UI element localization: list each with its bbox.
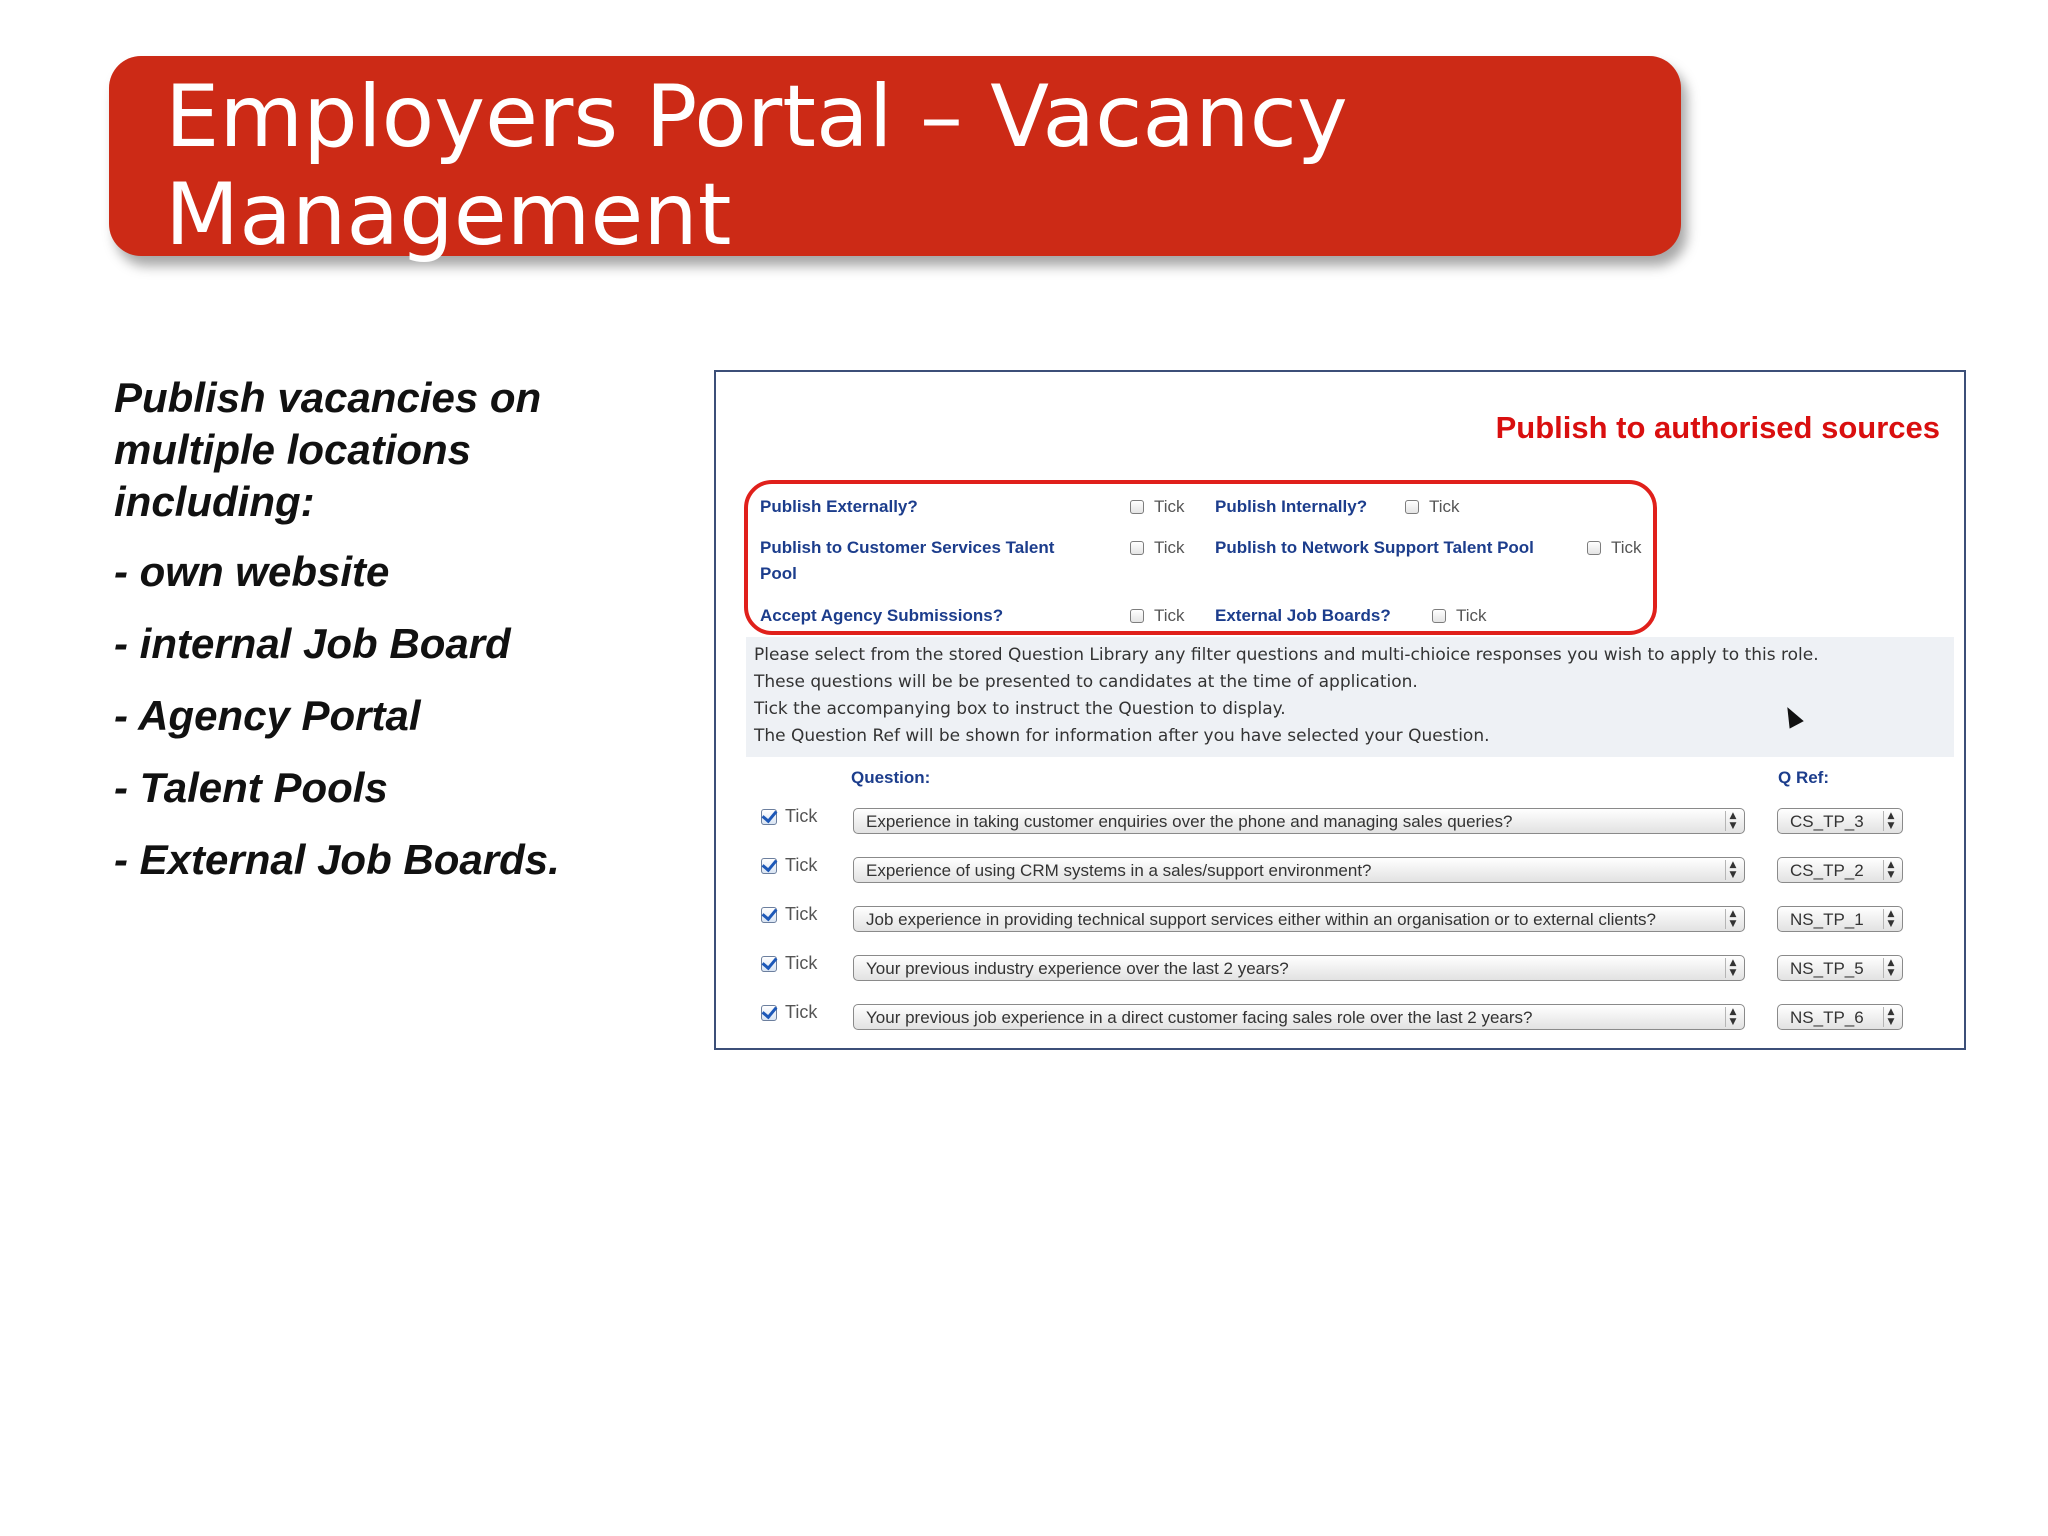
checkbox-checked-icon[interactable]: [761, 1005, 777, 1021]
question-row: [761, 855, 1921, 887]
question-select[interactable]: [853, 1004, 1745, 1030]
publish-network-support-pool-label: Publish to Network Support Talent Pool: [1215, 538, 1534, 557]
up-down-arrows-icon: ▲ ▼: [1883, 860, 1898, 880]
bullet-item-own-website: - own website: [114, 548, 390, 595]
qref-select[interactable]: [1777, 857, 1903, 883]
slide-title-bar: [109, 56, 1681, 265]
question-select-value: Your previous industry experience over the last 2 years?: [866, 959, 1289, 978]
accept-agency-submissions-option[interactable]: [1130, 606, 1185, 626]
panel-heading: Publish to authorised sources: [1495, 410, 1940, 445]
question-select[interactable]: [853, 955, 1745, 981]
checkbox-checked-icon[interactable]: [761, 956, 777, 972]
publish-internally-label: Publish Internally?: [1215, 497, 1368, 516]
up-down-arrows-icon: ▲ ▼: [1883, 811, 1898, 831]
question-row: [761, 904, 1921, 936]
bullet-item-talent-pools: - Talent Pools: [114, 764, 388, 811]
publish-network-support-pool-option[interactable]: [1587, 538, 1642, 558]
up-down-arrows-icon: ▲ ▼: [1725, 1007, 1740, 1027]
question-select-value: Experience of using CRM systems in a sales/support environment?: [866, 861, 1372, 880]
up-down-arrows-icon: ▲ ▼: [1883, 909, 1898, 929]
publish-customer-services-pool-checkbox[interactable]: [1130, 541, 1144, 555]
question-select[interactable]: [853, 808, 1745, 834]
question-row: [761, 806, 1921, 838]
instruction-line: The Question Ref will be shown for information after you have selected your Question.: [754, 726, 1490, 746]
question-tick-label: Tick: [785, 904, 818, 924]
up-down-arrows-icon: ▲ ▼: [1725, 958, 1740, 978]
qref-value: NS_TP_5: [1790, 959, 1864, 978]
publish-customer-services-pool-label: Publish to Customer Services Talent Pool: [760, 538, 1055, 583]
qref-value: NS_TP_1: [1790, 910, 1864, 929]
bullet-item-external-job-boards: - External Job Boards.: [114, 836, 560, 883]
publish-network-support-pool-checkbox[interactable]: [1587, 541, 1601, 555]
question-tick-option[interactable]: [761, 953, 817, 974]
publish-customer-services-pool-option[interactable]: [1130, 538, 1185, 558]
question-tick-option[interactable]: [761, 904, 817, 925]
publish-internally-option[interactable]: [1405, 497, 1460, 517]
qref-select[interactable]: [1777, 808, 1903, 834]
question-tick-option[interactable]: [761, 806, 817, 827]
checkbox-checked-icon[interactable]: [761, 809, 777, 825]
publish-options-highlight: [744, 480, 1657, 635]
publish-externally-tick-label: Tick: [1154, 497, 1185, 516]
publish-externally-label: Publish Externally?: [760, 497, 918, 516]
publish-internally-tick-label: Tick: [1429, 497, 1460, 516]
publish-externally-checkbox[interactable]: [1130, 500, 1144, 514]
vacancy-publish-panel: [714, 370, 1966, 1050]
bullet-list: [114, 372, 674, 906]
slide-title: Employers Portal – Vacancy Management: [165, 67, 1348, 265]
up-down-arrows-icon: ▲ ▼: [1883, 958, 1898, 978]
instruction-line: Tick the accompanying box to instruct the Question to display.: [754, 699, 1286, 719]
instruction-line: These questions will be be presented to candidates at the time of application.: [754, 672, 1418, 692]
accept-agency-submissions-tick-label: Tick: [1154, 606, 1185, 625]
question-library-instructions: [746, 637, 1954, 757]
qref-value: CS_TP_2: [1790, 861, 1864, 880]
up-down-arrows-icon: ▲ ▼: [1883, 1007, 1898, 1027]
external-job-boards-checkbox[interactable]: [1432, 609, 1446, 623]
question-tick-option[interactable]: [761, 855, 817, 876]
instruction-line: Please select from the stored Question Library any filter questions and multi-chioice responses you wish to apply to this role.: [754, 645, 1819, 665]
bullet-item-internal-job-board: - internal Job Board: [114, 620, 511, 667]
checkbox-checked-icon[interactable]: [761, 907, 777, 923]
up-down-arrows-icon: ▲ ▼: [1725, 811, 1740, 831]
question-column-header: Question:: [851, 768, 931, 787]
qref-select[interactable]: [1777, 906, 1903, 932]
question-tick-label: Tick: [785, 953, 818, 973]
bullet-item-agency-portal: - Agency Portal: [114, 692, 421, 739]
question-select[interactable]: [853, 906, 1745, 932]
accept-agency-submissions-checkbox[interactable]: [1130, 609, 1144, 623]
publish-externally-option[interactable]: [1130, 497, 1185, 517]
accept-agency-submissions-label: Accept Agency Submissions?: [760, 606, 1004, 625]
qref-value: NS_TP_6: [1790, 1008, 1864, 1027]
up-down-arrows-icon: ▲ ▼: [1725, 860, 1740, 880]
qref-select[interactable]: [1777, 955, 1903, 981]
question-select-value: Your previous job experience in a direct customer facing sales role over the last 2 years?: [866, 1008, 1533, 1027]
question-tick-label: Tick: [785, 1002, 818, 1022]
qref-column-header: Q Ref:: [1778, 768, 1829, 787]
external-job-boards-label: External Job Boards?: [1215, 606, 1391, 625]
bullet-lead: Publish vacancies on multiple locations including:: [114, 374, 542, 525]
question-row: [761, 953, 1921, 985]
publish-internally-checkbox[interactable]: [1405, 500, 1419, 514]
checkbox-checked-icon[interactable]: [761, 858, 777, 874]
up-down-arrows-icon: ▲ ▼: [1725, 909, 1740, 929]
question-select[interactable]: [853, 857, 1745, 883]
qref-value: CS_TP_3: [1790, 812, 1864, 831]
question-tick-option[interactable]: [761, 1002, 817, 1023]
question-tick-label: Tick: [785, 806, 818, 826]
external-job-boards-tick-label: Tick: [1456, 606, 1487, 625]
publish-customer-services-pool-tick-label: Tick: [1154, 538, 1185, 557]
qref-select[interactable]: [1777, 1004, 1903, 1030]
question-tick-label: Tick: [785, 855, 818, 875]
external-job-boards-option[interactable]: [1432, 606, 1487, 626]
question-select-value: Experience in taking customer enquiries over the phone and managing sales queries?: [866, 812, 1513, 831]
publish-network-support-pool-tick-label: Tick: [1611, 538, 1642, 557]
question-select-value: Job experience in providing technical support services either within an organisation or to external clients?: [866, 910, 1656, 929]
question-row: [761, 1002, 1921, 1034]
